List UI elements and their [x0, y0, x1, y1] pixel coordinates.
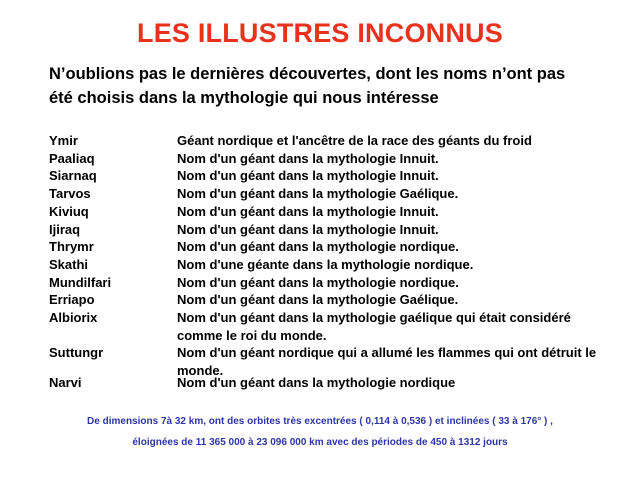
entry-description: Géant nordique et l'ancêtre de la race des géants du froid	[177, 133, 532, 148]
entry-name: Paaliaq	[49, 150, 95, 166]
entry-name: Ymir	[49, 133, 78, 148]
intro-line-1: N’oublions pas le dernières découvertes, dont les noms n’ont pas	[49, 65, 566, 83]
entry-name: Skathi	[49, 256, 89, 272]
list-item-paaliaq	[49, 150, 629, 168]
list-item-thrymr	[49, 238, 629, 256]
entry-name: Suttungr	[49, 345, 104, 361]
intro-text	[49, 62, 629, 110]
entry-description: Nom d'un géant dans la mythologie nordique.	[177, 274, 459, 290]
entry-description: Nom d'un géant dans la mythologie nordique	[177, 374, 456, 390]
list-item-ijiraq	[49, 221, 629, 239]
entry-description: Nom d'un géant dans la mythologie Innuit.	[177, 221, 439, 237]
entry-name: Erriapo	[49, 292, 95, 308]
page-title: LES ILLUSTRES INCONNUS	[137, 18, 503, 48]
entry-name: Mundilfari	[49, 274, 112, 290]
entry-name: Tarvos	[49, 186, 91, 202]
footer-line-2: éloignées de 11 365 000 à 23 096 000 km avec des périodes de 450 à 1312 jours	[132, 437, 508, 448]
list-item-tarvos	[49, 185, 629, 203]
entry-description: Nom d'un géant dans la mythologie gaélique qui était considéré comme le roi du monde.	[177, 310, 571, 343]
list-item-erriapo	[49, 291, 629, 309]
list-item-ymir	[49, 132, 629, 150]
entry-description: Nom d'un géant dans la mythologie Innuit.	[177, 168, 439, 184]
entry-name: Ijiraq	[49, 221, 81, 237]
entry-description: Nom d'une géante dans la mythologie nordique.	[177, 256, 474, 272]
footer-line-1: De dimensions 7à 32 km, ont des orbites très excentrées ( 0,114 à 0,536 ) et inclinées ( 33 à 176° ) ,	[87, 416, 553, 427]
entry-description: Nom d'un géant dans la mythologie Innuit.	[177, 203, 439, 219]
list-item-narvi	[49, 374, 629, 392]
entry-name: Thrymr	[49, 239, 94, 255]
entry-description: Nom d'un géant dans la mythologie Innuit.	[177, 150, 439, 166]
list-item-siarnaq	[49, 167, 629, 185]
entry-name: Albiorix	[49, 310, 98, 326]
entry-name: Kiviuq	[49, 203, 89, 219]
entry-description: Nom d'un géant dans la mythologie Gaélique.	[177, 292, 459, 308]
entry-description: Nom d'un géant dans la mythologie nordique.	[177, 239, 459, 255]
moon-list	[49, 132, 629, 392]
intro-line-2: été choisis dans la mythologie qui nous intéresse	[49, 89, 439, 107]
entry-description: Nom d'un géant nordique qui a allumé les flammes qui ont détruit le monde.	[177, 345, 597, 379]
list-item-skathi	[49, 256, 629, 274]
entry-name: Siarnaq	[49, 168, 97, 184]
entry-name: Narvi	[49, 374, 82, 390]
list-item-kiviuq	[49, 203, 629, 221]
list-item-albiorix	[49, 309, 629, 344]
list-item-mundilfari	[49, 274, 629, 292]
entry-description: Nom d'un géant dans la mythologie Gaélique.	[177, 186, 459, 202]
